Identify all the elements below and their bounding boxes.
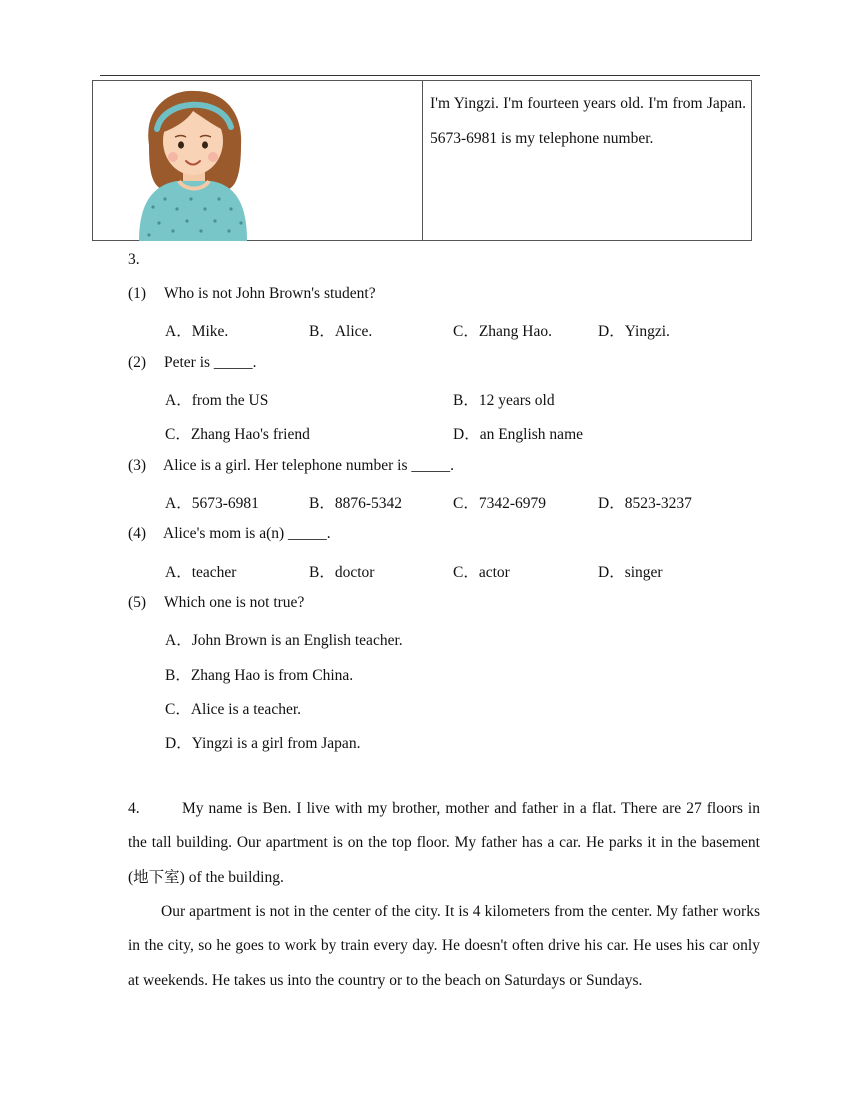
q3-3-option-a[interactable]: A．5673-6981	[165, 495, 259, 512]
q3-4-option-d[interactable]: D．singer	[598, 564, 663, 581]
q3-5-option-b[interactable]: B．Zhang Hao is from China.	[165, 667, 354, 684]
q3-3-option-c[interactable]: C．7342-6979	[453, 495, 547, 512]
q4-paragraph-2: Our apartment is not in the center of the city. It is 4 kilometers from the center. My father works in the city, so he goes to work by train every day. He doesn't often drive his car. He uses his car only at weekends. He takes us into the country or to the beach on Saturdays or Sundays.	[128, 903, 760, 989]
q4-paragraph-1: My name is Ben. I live with my brother, mother and father in a flat. There are 27 floors in the tall building. Our apartment is on the top floor. My father has a car. He parks it in the basement (地下室) of the building.	[128, 800, 760, 886]
q3-1-option-d[interactable]: D．Yingzi.	[598, 323, 670, 340]
q3-3-num: (3)	[128, 457, 147, 474]
q3-2-num: (2)	[128, 354, 147, 371]
q3-2-stem: Peter is _____.	[164, 354, 257, 371]
q3-5-option-c[interactable]: C．Alice is a teacher.	[165, 701, 302, 718]
q3-2-option-a[interactable]: A．from the US	[165, 392, 269, 409]
intro-table	[92, 80, 752, 241]
q3-1-option-c[interactable]: C．Zhang Hao.	[453, 323, 553, 340]
q3-1-stem: Who is not John Brown's student?	[164, 285, 376, 302]
q3-3-option-b[interactable]: B．8876-5342	[309, 495, 403, 512]
q3-1-option-b[interactable]: B．Alice.	[309, 323, 373, 340]
q3-5-stem: Which one is not true?	[164, 594, 305, 611]
q3-4-option-b[interactable]: B．doctor	[309, 564, 375, 581]
q3-1-num: (1)	[128, 285, 147, 302]
table-divider	[422, 81, 423, 240]
q4-number: 4.	[128, 800, 140, 817]
girl-illustration	[133, 85, 253, 241]
header-rule	[100, 75, 760, 76]
q3-5-option-a[interactable]: A．John Brown is an English teacher.	[165, 632, 403, 649]
q3-4-option-a[interactable]: A．teacher	[165, 564, 237, 581]
q3-5-num: (5)	[128, 594, 147, 611]
q3-4-stem: Alice's mom is a(n) _____.	[163, 525, 331, 542]
q3-3-stem: Alice is a girl. Her telephone number is _____.	[163, 457, 454, 474]
q3-4-option-c[interactable]: C．actor	[453, 564, 510, 581]
q3-3-option-d[interactable]: D．8523-3237	[598, 495, 692, 512]
q3-5-option-d[interactable]: D．Yingzi is a girl from Japan.	[165, 735, 361, 752]
q3-number: 3.	[128, 251, 140, 268]
q3-2-option-c[interactable]: C．Zhang Hao's friend	[165, 426, 310, 443]
q3-2-option-d[interactable]: D．an English name	[453, 426, 584, 443]
q3-2-option-b[interactable]: B．12 years old	[453, 392, 555, 409]
q3-4-num: (4)	[128, 525, 147, 542]
q3-1-option-a[interactable]: A．Mike.	[165, 323, 229, 340]
yingzi-intro-text: I'm Yingzi. I'm fourteen years old. I'm from Japan. 5673-6981 is my telephone number.	[430, 95, 746, 147]
